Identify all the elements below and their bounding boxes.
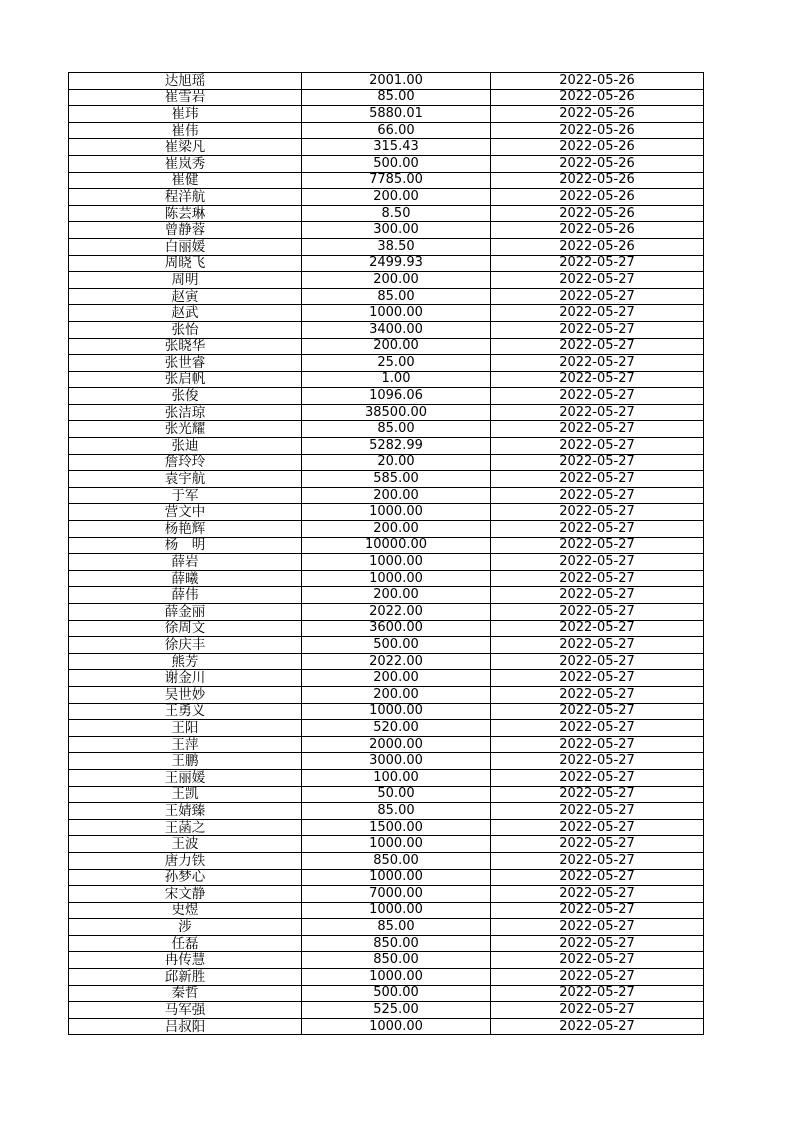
- name-cell: 程洋航: [69, 189, 302, 206]
- date-cell: 2022-05-27: [491, 969, 704, 986]
- name-cell: 熊芳: [69, 653, 302, 670]
- table-row: [69, 421, 704, 438]
- date-cell: 2022-05-27: [491, 438, 704, 455]
- date-cell: 2022-05-27: [491, 454, 704, 471]
- name-cell: 白丽媛: [69, 238, 302, 255]
- date-cell: 2022-05-26: [491, 172, 704, 189]
- date-cell: 2022-05-26: [491, 89, 704, 106]
- date-cell: 2022-05-27: [491, 521, 704, 538]
- amount-cell: 1.00: [302, 371, 491, 388]
- table-row: [69, 238, 704, 255]
- table-row: [69, 554, 704, 571]
- table-row: [69, 205, 704, 222]
- date-cell: 2022-05-26: [491, 155, 704, 172]
- amount-cell: 585.00: [302, 471, 491, 488]
- table-row: [69, 836, 704, 853]
- amount-cell: 525.00: [302, 1002, 491, 1019]
- amount-cell: 850.00: [302, 952, 491, 969]
- amount-cell: 10000.00: [302, 537, 491, 554]
- amount-cell: 3000.00: [302, 753, 491, 770]
- table-row: [69, 587, 704, 604]
- table-row: [69, 89, 704, 106]
- amount-cell: 5880.01: [302, 106, 491, 123]
- name-cell: 张光耀: [69, 421, 302, 438]
- amount-cell: 500.00: [302, 637, 491, 654]
- amount-cell: 200.00: [302, 587, 491, 604]
- name-cell: 薛伟: [69, 587, 302, 604]
- name-cell: 周明: [69, 272, 302, 289]
- date-cell: 2022-05-27: [491, 604, 704, 621]
- date-cell: 2022-05-27: [491, 935, 704, 952]
- amount-cell: 3600.00: [302, 620, 491, 637]
- table-row: [69, 803, 704, 820]
- date-cell: 2022-05-26: [491, 122, 704, 139]
- date-cell: 2022-05-27: [491, 255, 704, 272]
- table-row: [69, 919, 704, 936]
- table-row: [69, 604, 704, 621]
- amount-cell: 850.00: [302, 852, 491, 869]
- amount-cell: 2000.00: [302, 736, 491, 753]
- date-cell: 2022-05-27: [491, 736, 704, 753]
- name-cell: 薛金丽: [69, 604, 302, 621]
- amount-cell: 38.50: [302, 238, 491, 255]
- table-row: [69, 1018, 704, 1035]
- amount-cell: 7785.00: [302, 172, 491, 189]
- amount-cell: 1000.00: [302, 869, 491, 886]
- date-cell: 2022-05-27: [491, 554, 704, 571]
- table-row: [69, 935, 704, 952]
- amount-cell: 500.00: [302, 985, 491, 1002]
- name-cell: 薛曦: [69, 570, 302, 587]
- amount-cell: 1000.00: [302, 554, 491, 571]
- amount-cell: 100.00: [302, 769, 491, 786]
- date-cell: 2022-05-27: [491, 869, 704, 886]
- table-row: [69, 139, 704, 156]
- table-row: [69, 338, 704, 355]
- name-cell: 周晓飞: [69, 255, 302, 272]
- name-cell: 曾静蓉: [69, 222, 302, 239]
- date-cell: 2022-05-26: [491, 189, 704, 206]
- amount-cell: 1000.00: [302, 969, 491, 986]
- date-cell: 2022-05-27: [491, 952, 704, 969]
- amount-cell: 200.00: [302, 189, 491, 206]
- amount-cell: 1000.00: [302, 836, 491, 853]
- date-cell: 2022-05-27: [491, 653, 704, 670]
- date-cell: 2022-05-26: [491, 222, 704, 239]
- name-cell: 张洁琼: [69, 404, 302, 421]
- date-cell: 2022-05-26: [491, 73, 704, 90]
- table-row: [69, 985, 704, 1002]
- name-cell: 孙梦心: [69, 869, 302, 886]
- name-cell: 秦哲: [69, 985, 302, 1002]
- table-row: [69, 753, 704, 770]
- amount-cell: 315.43: [302, 139, 491, 156]
- name-cell: 马军强: [69, 1002, 302, 1019]
- table-row: [69, 852, 704, 869]
- amount-cell: 1000.00: [302, 305, 491, 322]
- amount-cell: 2001.00: [302, 73, 491, 90]
- amount-cell: 1096.06: [302, 388, 491, 405]
- date-cell: 2022-05-27: [491, 1002, 704, 1019]
- name-cell: 张俊: [69, 388, 302, 405]
- name-cell: 谢金川: [69, 670, 302, 687]
- date-cell: 2022-05-27: [491, 471, 704, 488]
- table-row: [69, 371, 704, 388]
- amount-cell: 500.00: [302, 155, 491, 172]
- amount-cell: 7000.00: [302, 886, 491, 903]
- amount-cell: 2022.00: [302, 604, 491, 621]
- amount-cell: 1500.00: [302, 819, 491, 836]
- amount-cell: 1000.00: [302, 703, 491, 720]
- date-cell: 2022-05-27: [491, 803, 704, 820]
- date-cell: 2022-05-27: [491, 852, 704, 869]
- amount-cell: 1000.00: [302, 570, 491, 587]
- name-cell: 詹玲玲: [69, 454, 302, 471]
- amount-cell: 200.00: [302, 487, 491, 504]
- date-cell: 2022-05-27: [491, 388, 704, 405]
- table-row: [69, 1002, 704, 1019]
- amount-cell: 520.00: [302, 720, 491, 737]
- amount-cell: 2499.93: [302, 255, 491, 272]
- date-cell: 2022-05-27: [491, 919, 704, 936]
- name-cell: 徐庆丰: [69, 637, 302, 654]
- name-cell: 崔伟: [69, 122, 302, 139]
- amount-cell: 200.00: [302, 670, 491, 687]
- amount-cell: 200.00: [302, 272, 491, 289]
- table-row: [69, 720, 704, 737]
- name-cell: 宋文静: [69, 886, 302, 903]
- table-row: [69, 122, 704, 139]
- name-cell: 王阳: [69, 720, 302, 737]
- date-cell: 2022-05-27: [491, 487, 704, 504]
- date-cell: 2022-05-27: [491, 902, 704, 919]
- date-cell: 2022-05-27: [491, 637, 704, 654]
- table-row: [69, 769, 704, 786]
- table-row: [69, 355, 704, 372]
- name-cell: 张晓华: [69, 338, 302, 355]
- table-row: [69, 222, 704, 239]
- name-cell: 唐力铁: [69, 852, 302, 869]
- name-cell: 王勇义: [69, 703, 302, 720]
- name-cell: 王丽媛: [69, 769, 302, 786]
- date-cell: 2022-05-27: [491, 703, 704, 720]
- date-cell: 2022-05-27: [491, 570, 704, 587]
- amount-cell: 1000.00: [302, 902, 491, 919]
- name-cell: 张迪: [69, 438, 302, 455]
- date-cell: 2022-05-27: [491, 305, 704, 322]
- table-row: [69, 454, 704, 471]
- name-cell: 冉传慧: [69, 952, 302, 969]
- date-cell: 2022-05-27: [491, 686, 704, 703]
- name-cell: 涉: [69, 919, 302, 936]
- amount-cell: 25.00: [302, 355, 491, 372]
- amount-cell: 85.00: [302, 421, 491, 438]
- name-cell: 崔健: [69, 172, 302, 189]
- date-cell: 2022-05-27: [491, 985, 704, 1002]
- table-row: [69, 703, 704, 720]
- date-cell: 2022-05-27: [491, 288, 704, 305]
- table-row: [69, 404, 704, 421]
- amount-cell: 3400.00: [302, 321, 491, 338]
- date-cell: 2022-05-27: [491, 537, 704, 554]
- amount-cell: 1000.00: [302, 504, 491, 521]
- name-cell: 王菡之: [69, 819, 302, 836]
- date-cell: 2022-05-27: [491, 338, 704, 355]
- amount-cell: 66.00: [302, 122, 491, 139]
- amount-cell: 1000.00: [302, 1018, 491, 1035]
- name-cell: 袁宇航: [69, 471, 302, 488]
- name-cell: 张世睿: [69, 355, 302, 372]
- table-row: [69, 786, 704, 803]
- date-cell: 2022-05-27: [491, 720, 704, 737]
- table-body: [69, 73, 704, 1035]
- name-cell: 张启帆: [69, 371, 302, 388]
- table-row: [69, 189, 704, 206]
- table-row: [69, 288, 704, 305]
- date-cell: 2022-05-27: [491, 504, 704, 521]
- table-row: [69, 637, 704, 654]
- amount-cell: 85.00: [302, 919, 491, 936]
- amount-cell: 2022.00: [302, 653, 491, 670]
- donation-table: [68, 72, 704, 1035]
- amount-cell: 38500.00: [302, 404, 491, 421]
- date-cell: 2022-05-27: [491, 819, 704, 836]
- name-cell: 任磊: [69, 935, 302, 952]
- date-cell: 2022-05-27: [491, 836, 704, 853]
- date-cell: 2022-05-27: [491, 786, 704, 803]
- table-row: [69, 969, 704, 986]
- name-cell: 崔岚秀: [69, 155, 302, 172]
- table-row: [69, 471, 704, 488]
- name-cell: 张怡: [69, 321, 302, 338]
- table-row: [69, 504, 704, 521]
- table-row: [69, 902, 704, 919]
- table-row: [69, 537, 704, 554]
- amount-cell: 8.50: [302, 205, 491, 222]
- table-row: [69, 521, 704, 538]
- table-row: [69, 106, 704, 123]
- amount-cell: 200.00: [302, 338, 491, 355]
- date-cell: 2022-05-26: [491, 205, 704, 222]
- table-row: [69, 388, 704, 405]
- table-row: [69, 886, 704, 903]
- name-cell: 崔梁凡: [69, 139, 302, 156]
- amount-cell: 85.00: [302, 288, 491, 305]
- table-row: [69, 438, 704, 455]
- date-cell: 2022-05-27: [491, 620, 704, 637]
- table-row: [69, 305, 704, 322]
- table-row: [69, 736, 704, 753]
- date-cell: 2022-05-27: [491, 321, 704, 338]
- name-cell: 崔玮: [69, 106, 302, 123]
- table-row: [69, 172, 704, 189]
- table-row: [69, 952, 704, 969]
- name-cell: 史煜: [69, 902, 302, 919]
- name-cell: 崔雪岩: [69, 89, 302, 106]
- date-cell: 2022-05-26: [491, 106, 704, 123]
- name-cell: 于军: [69, 487, 302, 504]
- name-cell: 赵寅: [69, 288, 302, 305]
- table-row: [69, 620, 704, 637]
- date-cell: 2022-05-27: [491, 769, 704, 786]
- date-cell: 2022-05-27: [491, 886, 704, 903]
- amount-cell: 300.00: [302, 222, 491, 239]
- amount-cell: 850.00: [302, 935, 491, 952]
- name-cell: 吕叔阳: [69, 1018, 302, 1035]
- table-row: [69, 487, 704, 504]
- name-cell: 王波: [69, 836, 302, 853]
- amount-cell: 50.00: [302, 786, 491, 803]
- date-cell: 2022-05-27: [491, 421, 704, 438]
- table-row: [69, 321, 704, 338]
- date-cell: 2022-05-27: [491, 587, 704, 604]
- name-cell: 邱新胜: [69, 969, 302, 986]
- table-row: [69, 653, 704, 670]
- table-row: [69, 73, 704, 90]
- amount-cell: 85.00: [302, 803, 491, 820]
- amount-cell: 200.00: [302, 686, 491, 703]
- table-row: [69, 155, 704, 172]
- date-cell: 2022-05-26: [491, 139, 704, 156]
- name-cell: 陈芸琳: [69, 205, 302, 222]
- date-cell: 2022-05-27: [491, 670, 704, 687]
- date-cell: 2022-05-27: [491, 371, 704, 388]
- table-row: [69, 570, 704, 587]
- date-cell: 2022-05-27: [491, 355, 704, 372]
- date-cell: 2022-05-26: [491, 238, 704, 255]
- amount-cell: 5282.99: [302, 438, 491, 455]
- date-cell: 2022-05-27: [491, 404, 704, 421]
- date-cell: 2022-05-27: [491, 1018, 704, 1035]
- date-cell: 2022-05-27: [491, 753, 704, 770]
- name-cell: 杨艳辉: [69, 521, 302, 538]
- name-cell: 王萍: [69, 736, 302, 753]
- name-cell: 王鹏: [69, 753, 302, 770]
- amount-cell: 85.00: [302, 89, 491, 106]
- name-cell: 达旭瑶: [69, 73, 302, 90]
- name-cell: 徐周文: [69, 620, 302, 637]
- name-cell: 王凯: [69, 786, 302, 803]
- name-cell: 杨 明: [69, 537, 302, 554]
- amount-cell: 20.00: [302, 454, 491, 471]
- table-row: [69, 255, 704, 272]
- name-cell: 薛岩: [69, 554, 302, 571]
- name-cell: 营文中: [69, 504, 302, 521]
- table-row: [69, 670, 704, 687]
- name-cell: 吴世妙: [69, 686, 302, 703]
- name-cell: 王婧臻: [69, 803, 302, 820]
- amount-cell: 200.00: [302, 521, 491, 538]
- name-cell: 赵武: [69, 305, 302, 322]
- table-row: [69, 272, 704, 289]
- table-row: [69, 869, 704, 886]
- table-row: [69, 819, 704, 836]
- table-row: [69, 686, 704, 703]
- date-cell: 2022-05-27: [491, 272, 704, 289]
